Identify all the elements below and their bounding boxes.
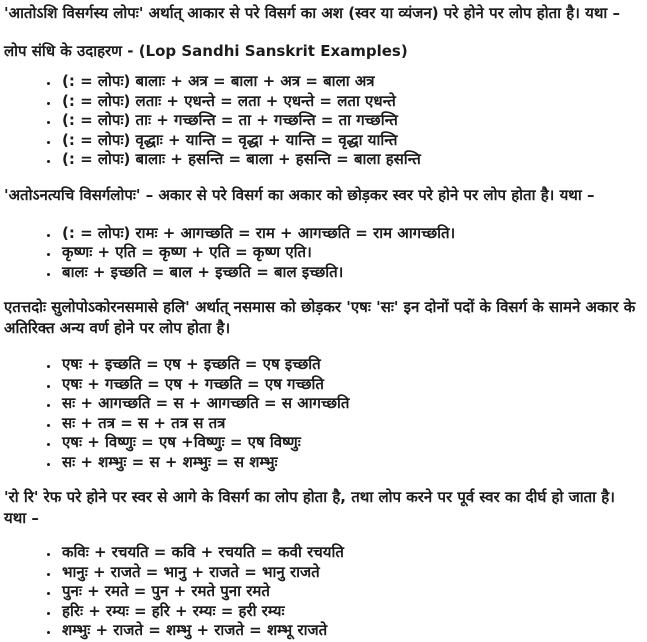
sandhi-example-item: • कविः + रचयति = कवि + रचयति = कवी रचयति [60, 543, 641, 563]
rule-1-paragraph: 'आतोऽशि विसर्गस्य लोपः' अर्थात् आकार से परे विसर्ग का अश (स्वर या व्यंजन) परे होने पर लोप होता है। यथा – [4, 4, 621, 22]
sandhi-example-item: • एषः + विष्णुः = एष +विष्णुः = एष विष्णुः [60, 433, 641, 453]
sandhi-example-item: • (: = लोपः) वृद्धाः + यान्ति = वृद्धा + यान्ति = वृद्धा यान्ति [60, 131, 641, 151]
sandhi-example-item: • कृष्णः + एति = कृष्ण + एति = कृष्ण एति। [60, 243, 641, 263]
sandhi-example-item: • हरिः + रम्यः = हरि + रम्यः = हरी रम्यः [60, 602, 641, 622]
example-list-3 [4, 355, 641, 472]
sandhi-example-item: • (: = लोपः) रामः + आगच्छति = राम + आगच्छति = राम आगच्छति। [60, 224, 641, 244]
rule-3-paragraph: एतत्तदोः सुलोपोऽकोरनसमासे हलि' अर्थात् नसमास को छोड़कर 'एषः 'सः' इन दोनों पदों के विसर्ग के सामने अकार के अतिरिक्त अन्य वर्ण होने पर लोप होता है। [4, 298, 636, 337]
sandhi-example-item: • एषः + गच्छति = एष + गच्छति = एष गच्छति [60, 375, 641, 395]
sandhi-example-item: • सः + शम्भुः = स + शम्भुः = स शम्भुः [60, 453, 641, 473]
example-list-4 [4, 543, 641, 641]
examples-heading [4, 41, 641, 61]
sandhi-example-item: • (: = लोपः) बालाः + अत्र = बाला + अत्र = बाला अत्र [60, 72, 641, 92]
sandhi-example-item: • एषः + इच्छति = एष + इच्छति = एष इच्छति [60, 355, 641, 375]
sandhi-example-item: • (: = लोपः) ताः + गच्छन्ति = ता + गच्छन्ति = ता गच्छन्ति [60, 111, 641, 131]
example-list-1 [4, 72, 641, 170]
sandhi-example-item: • सः + आगच्छति = स + आगच्छति = स आगच्छति [60, 394, 641, 414]
examples-heading-english: (Lop Sandhi Sanskrit Examples) [138, 42, 408, 60]
sandhi-example-item: • बालः + इच्छति = बाल + इच्छति = बाल इच्छति। [60, 263, 641, 283]
rule-4-paragraph: 'रो रि' रेफ परे होने पर स्वर से आगे के विसर्ग का लोप होता है, तथा लोप करने पर पूर्व स्वर का दीर्घ हो जाता है। यथा – [4, 488, 615, 527]
sandhi-example-item: • पुनः + रमते = पुन + रमते पुना रमते [60, 582, 641, 602]
sandhi-example-item: • भानुः + राजते = भानु + राजते = भानु राजते [60, 563, 641, 583]
sandhi-example-item: • शम्भुः + राजते = शम्भु + राजते = शम्भू राजते [60, 621, 641, 641]
sandhi-example-item: • सः + तत्र = स + तत्र स तत्र [60, 414, 641, 434]
examples-heading-hindi: लोप संधि के उदाहरण - [4, 42, 139, 60]
example-list-2 [4, 224, 641, 283]
sandhi-example-item: • (: = लोपः) लताः + एधन्ते = लता + एधन्ते = लता एधन्ते [60, 92, 641, 112]
rule-2-paragraph: 'अतोऽनत्यचि विसर्गलोपः' – अकार से परे विसर्ग का अकार को छोड़कर स्वर परे होने पर लोप होता है। यथा – [4, 185, 595, 204]
sandhi-example-item: • (: = लोपः) बालाः + हसन्ति = बाला + हसन्ति = बाला हसन्ति [60, 150, 641, 170]
